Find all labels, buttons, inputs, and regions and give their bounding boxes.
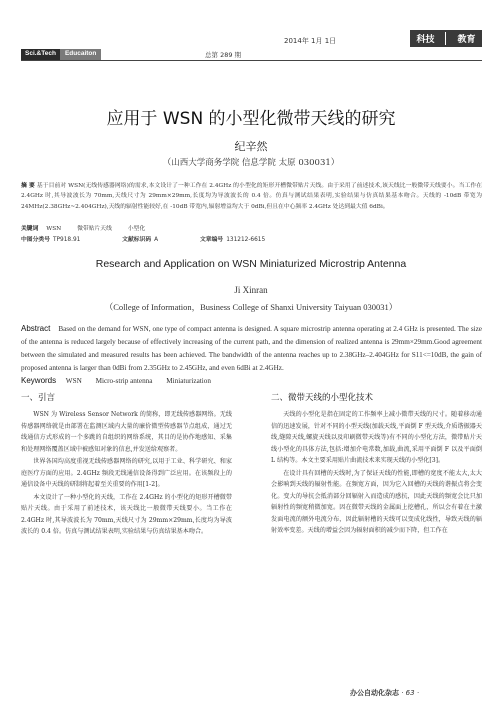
keyword-chinese: 小型化 (127, 226, 146, 232)
header-divider (21, 60, 482, 61)
doc-code-value: A (154, 237, 159, 243)
keywords-label-english: Keywords (21, 376, 57, 385)
abstract-label-chinese: 摘 要 (21, 183, 35, 189)
issue-date: 2014年 1月 1日 (284, 37, 337, 45)
article-id-label: 文章编号 (199, 237, 224, 243)
abstract-english (21, 322, 482, 375)
abstract-text-english: Based on the demand for WSN, one type of compact antenna is designed. A square microstrip antenna operating at 2.4 GHz is presented. The size of the antenna is reduced largely because of effectively increasing of the current path, and the dimension of realized antenna is 29mm×29mm.Good agreement between the simulated and measured results has been achieved. The bandwidth of the antenna reaches up to 2.38GHz–2.404GHz for S11<=10dB, the gain of proposed antenna is larger than 0dBi from 2.35GHz to 2.45GHz, and even 6dBi at 2.4GHz. (21, 325, 482, 372)
keyword-chinese: WSN (46, 226, 62, 232)
abstract-text-chinese: 基于目前对 WSN(无线传感器网络)的需求,本文设计了一种工作在 2.4GHz 的小型化的矩形开槽微带贴片天线。由于采用了前述技术,该天线比一般微带天线要小。当工作在 2.4GHz 时,其导波波长为 70mm,天线尺寸为 29mm×29mm,长度均为导波波长的 0.4 倍。仿真与测试结果表明,实验结果与仿真结果基本吻合。天线的 -10dB 带宽为 24MHz(2.38GHz~2.404GHz),天线的辐射性能较好,在 -10dB 带宽内,辐射增益均大于 0dBi,但且在中心频率 2.4GHz 处达到最大值 6dBi。 (21, 183, 483, 210)
issue-number: 总第 289 期 (205, 51, 242, 59)
clc-field (21, 237, 80, 243)
abstract-label-english: Abstract (21, 324, 51, 333)
intro-paragraph: 世界各国均高度重视无线传感器网络的研究,以用于工业、科学研究、和家庭医疗方面的应用。2.4GHz 频段无线通信设备得到广泛应用。在该频段上的通信设备中天线的研制将起着至关重要的作用[1-2]。 (21, 458, 232, 488)
keyword-english: Micro-strip antenna (95, 377, 153, 385)
section-tag-divider (445, 32, 446, 45)
clc-value: TP918.91 (53, 237, 81, 243)
keyword-chinese: 微带贴片天线 (77, 226, 112, 232)
keywords-english (21, 376, 223, 385)
journal-name: 办公自动化杂志 (350, 689, 399, 697)
journal-section-tag (410, 30, 482, 47)
intro-paragraph: 本文设计了一种小型化的天线，工作在 2.4GHz 的小型化的矩形开槽微带贴片天线。由于采用了前述技术，该天线比一般微带天线要小。当工作在 2.4GHz 时,其导波波长为 70mm,天线尺寸为 29mm×29mm,长度均为导波波长的 0.4 倍。仿真与测试结果表明,实验结果与仿真结果基本吻合。 (21, 493, 232, 535)
badge-right: Educaiton (60, 49, 101, 60)
article-id-field (200, 237, 265, 243)
section2-paragraph: 在设计具有回槽的天线时,为了保证天线的性能,即槽的宽度不能太大,太大会影响到天线的辐射性能。在频宽方面，因为它入回槽的天线的谐振点将会变化。变大的导抗会抵消部分回辐射入而造成的感抗，因此天线的频宽会比只加辐射性的频宽稍微加宽。因在微带天线的金属面上挖槽孔，所以会有着在主激发面电流的额外电流分布，因此辐射槽的天线可以变成化线性，导致天线的辐射效率变差。天线的增益会因为辐射面积的减少而下降，但工作在 (271, 469, 482, 534)
keywords-chinese (21, 223, 159, 232)
author-english: Ji Xinran (234, 285, 268, 295)
title-english: Research and Application on WSN Miniaturized Microstrip Antenna (95, 258, 407, 270)
left-column (21, 392, 232, 539)
author-chinese: 纪辛然 (234, 140, 268, 153)
section-tag-left: 科技 (416, 35, 435, 45)
right-column (271, 392, 482, 538)
section2-paragraph: 天线的小型化是指在固定的工作频率上减小微带天线的尺寸。随着移动通信的迅速发展，针对不同的小型天线(加载天线,平面倒 F 型天线,介质谐振器天线,缝隙天线,螺旋天线以及印刷微带天线等)有不同的小型化方法，微带贴片天线小型化的具体方法,包括:增加介电常数,加载,曲流,采用平面倒 F 以及平面倒 L 结构等。本文主要采用贴片曲流技术来实现天线的小型化[3]。 (271, 411, 482, 464)
article-id-value: 131212-6615 (226, 237, 266, 243)
affiliation-chinese: （山西大学商务学院 信息学院 太原 030031） (162, 158, 340, 168)
intro-paragraph: WSN 为 Wireless Sensor Network 的简称，即无线传感器网络。无线传感器网络就是由部署在监测区域内大量的廉价微型传感器节点组成，通过无线通信方式形成的一个多跳的自组织的网络系统，其目的是协作地感知、采集和处理网络覆盖区域中被感知对象的信息,并发送给观察者。 (21, 411, 232, 453)
clc-label: 中图分类号 (21, 237, 50, 243)
doc-code-field (122, 237, 158, 243)
affiliation-english: （College of Information，Business College of Shanxi University Taiyuan 030031） (104, 302, 398, 312)
classification-line (21, 234, 305, 243)
doc-code-label: 文献标识码 (122, 237, 152, 243)
title-chinese: 应用于 WSN 的小型化微带天线的研究 (106, 109, 396, 129)
journal-badge (21, 49, 101, 60)
abstract-chinese (21, 181, 482, 212)
section-tag-right: 教育 (457, 35, 476, 45)
keyword-english: Miniaturization (166, 377, 211, 385)
keyword-english: WSN (65, 377, 82, 385)
page-number: · 63 · (401, 689, 420, 697)
badge-left: Sci.&Tech (21, 49, 60, 60)
keywords-label-chinese: 关键词 (21, 226, 39, 232)
page-footer (350, 688, 419, 698)
section-heading-intro: 一、引言 (21, 393, 56, 403)
section-heading-miniaturization: 二、微带天线的小型化技术 (271, 393, 374, 403)
